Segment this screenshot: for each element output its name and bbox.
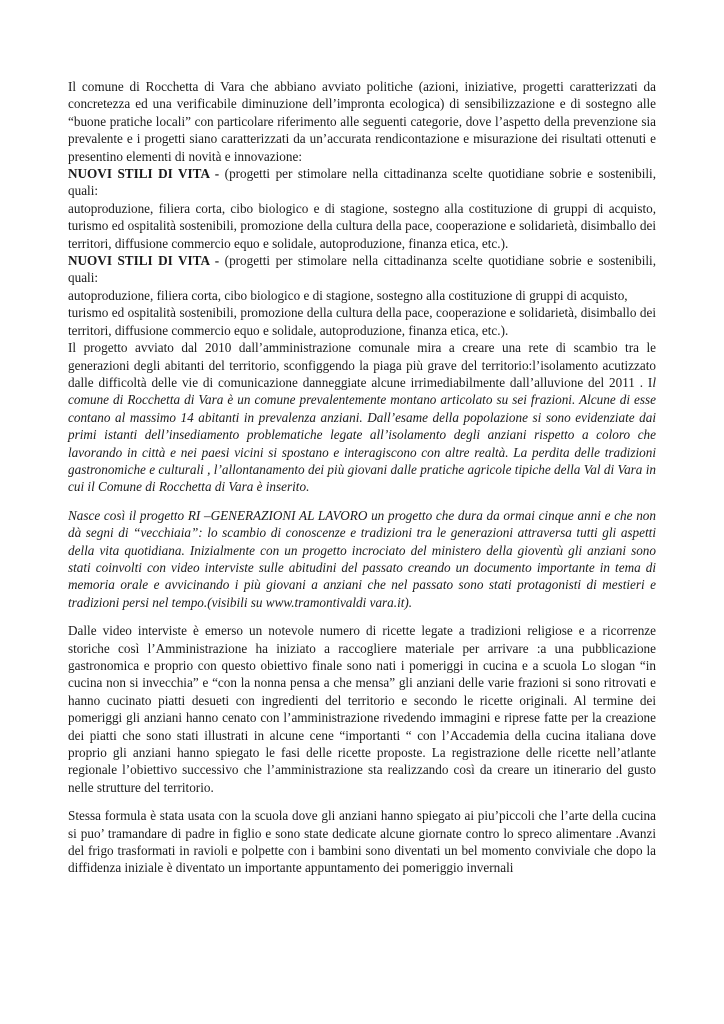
rigenerazioni-paragraph: Nasce così il progetto RI –GENERAZIONI AL LAVORO un progetto che dura da ormai cinque anni e che non dà segni di “vecchiaia”: lo scambio di conoscenze e tradizioni tra le generazioni attraversa tutti gli aspetti della vita quotidiana. Inizialmente con un progetto incrociato del ministero della gioventù gli anziani sono stati coinvolti con video interviste sulle abitudini del passato creando un documento importante in tema di memoria orale e avvicinando i più giovani a anziani che nel passato sono stati protagonisti di mestieri e tradizioni persi nel tempo.(visibili su www.tramontivaldi vara.it).: [68, 507, 656, 610]
project-italic-text: l comune di Rocchetta di Vara è un comune prevalentemente montano articolato su sei frazioni. Alcune di esse contano al massimo 14 abitanti in prevalenza anziani. Dall’esame della popolazione si sono evidenziate dai primi istanti dell’insediamento problematiche legate all’isolamento degli anziani rispetto a coloro che lavorando in città e nei paesi vicini si spostano e interagiscono con altre realtà. La perdita delle tradizioni gastronomiche e culturali , l’allontanamento dei più giovani dalle pratiche agricole tipiche della Val di Vara in cui il Comune di Rocchetta di Vara è inserito.: [68, 374, 656, 495]
section-nuovi-stili-1: [68, 165, 656, 200]
document-page: [68, 78, 656, 877]
ricette-paragraph: Dalle video interviste è emerso un notevole numero di ricette legate a tradizioni religiose e a ricorrenze storiche così l’Amministrazione ha iniziato a raccogliere materiale per arrivare :a una pubblicazione gastronomica e proprio con questo obiettivo finale sono nati i pomeriggi in cucina e a scuola Lo slogan “in cucina non si invecchia” e “con la nonna pensa a che mensa” gli anziani delle varie frazioni si sono ritrovati e hanno cucinato piatti desueti con ingredienti del territorio e secondo le ricette originali. Al termine dei pomeriggi gli anziani hanno cenato con l’amministrazione rivedendo immagini e riprese fatte per la creazione dei piatti che sono stati illustrati in alcune cene “importanti “ con l’Accademia della cucina italiana dove proprio gli anziani hanno spiegato le fasi delle ricette proposte. La registrazione delle ricette nell’atlante regionale l’obiettivo successivo che l’amministrazione sta realizzando così da creare un itinerario del gusto nelle strutture del territorio.: [68, 623, 656, 795]
section-body: autoproduzione, filiera corta, cibo biologico e di stagione, sostegno alla costituzione di gruppi di acquisto,: [68, 287, 628, 303]
section-heading: NUOVI STILI DI VITA -: [68, 253, 220, 269]
intro-paragraph: Il comune di Rocchetta di Vara che abbiano avviato politiche (azioni, iniziative, progetti caratterizzati da concretezza ed una verificabile diminuzione dell’impronta ecologica) di sensibilizzazione e di sostegno alle “buone pratiche locali” con particolare riferimento alle seguenti categorie, dove l’aspetto della prevenzione sia prevalente e i progetti siano caratterizzati da un’accurata rendicontazione e misurazione dei risultati ottenuti e presentino elementi di novità e innovazione:: [68, 79, 656, 164]
project-paragraph: [68, 339, 656, 496]
project-text: Il progetto avviato dal 2010 dall’amministrazione comunale mira a creare una rete di scambio tra le generazioni degli abitanti del territorio, sconfiggendo la piaga più grave del territorio:l’isolamento acutizzato dalle difficoltà delle vie di comunicazione danneggiate alcune irrimediabilmente dall’alluvione del 2011 . I: [68, 340, 656, 390]
section-lead: (progetti per stimolare nella cittadinanza scelte quotidiane sobrie e sostenibili, quali:: [68, 253, 656, 286]
scuola-paragraph: Stessa formula è stata usata con la scuola dove gli anziani hanno spiegato ai piu’piccoli che l’arte della cucina si puo’ tramandare di padre in figlio e sono state dedicate alcune giornate contro lo spreco alimentare .Avanzi del frigo trasformati in ravioli e polpette con i bambini sono diventati un bel momento conviviale che dopo la diffidenza iniziale è diventato un importante appuntamento dei pomeriggio invernali: [68, 808, 656, 876]
section-body: turismo ed ospitalità sostenibili, promozione della cultura della pace, cooperazione e solidarietà, disimballo dei territori, diffusione commercio equo e solidale, autoproduzione, finanza etica, etc.).: [68, 305, 656, 338]
section-nuovi-stili-2: [68, 252, 656, 287]
section-heading: NUOVI STILI DI VITA -: [68, 166, 220, 182]
section-lead: (progetti per stimolare nella cittadinanza scelte quotidiane sobrie e sostenibili, quali:: [68, 166, 656, 199]
section-body: autoproduzione, filiera corta, cibo biologico e di stagione, sostegno alla costituzione di gruppi di acquisto, turismo ed ospitalità sostenibili, promozione della cultura della pace, cooperazione e solidarietà, disimballo dei territori, diffusione commercio equo e solidale, autoproduzione, finanza etica, etc.).: [68, 200, 656, 251]
